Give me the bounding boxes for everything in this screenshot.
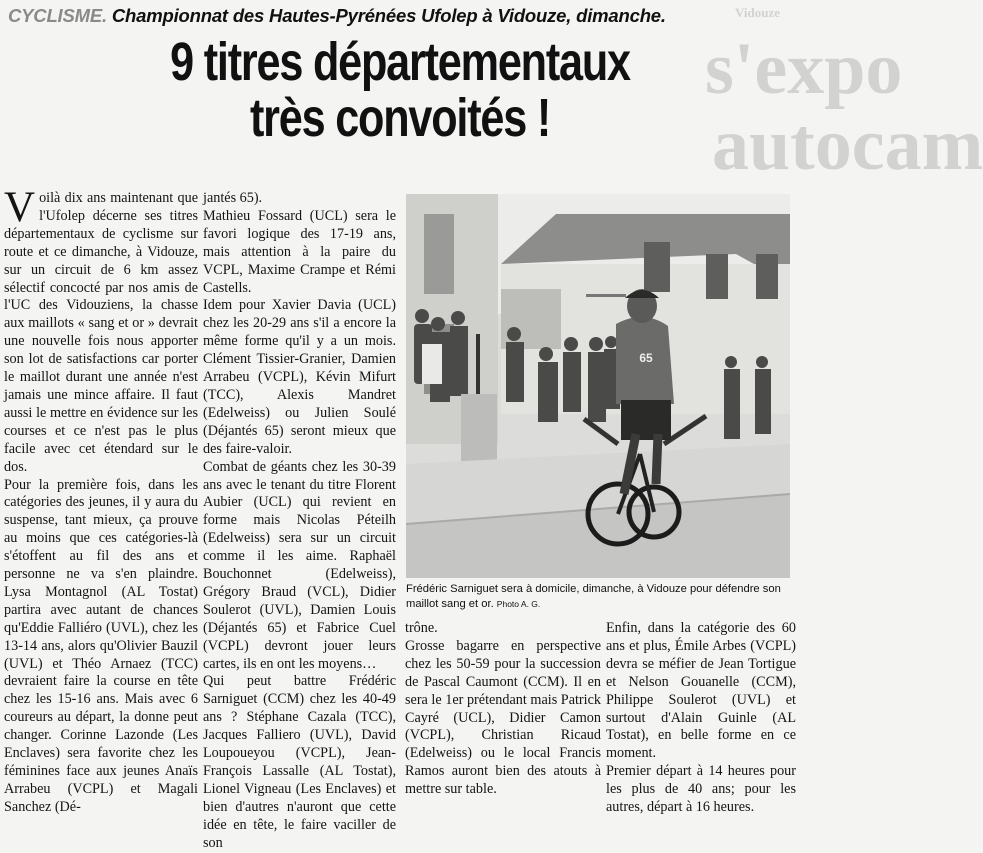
paragraph-continuation: jantés 65). xyxy=(203,190,263,206)
background-fragment-top: Vidouze xyxy=(735,5,781,20)
paragraph-50-59: Grosse bagarre en perspective chez les 50-59 pour la succession de Pascal Caumont (CCM). Il en sera le 1er prétendant mais Patrick Cayré (UCL), Didier Camon (VCPL), Christian Ricaud (Edelweiss) ou le local Francis Ramos auront bien des atouts à mettre sur table. xyxy=(405,637,601,798)
race-photo xyxy=(406,194,790,578)
intro-paragraph xyxy=(4,184,198,477)
photo-credit: Photo A. G. xyxy=(496,598,541,609)
background-fragment-large-2: autocam xyxy=(712,104,983,186)
paragraph-throne: trône. xyxy=(405,620,438,636)
intro-text: oilà dix ans maintenant que l'Ufolep décerne ses titres départementaux de cyclisme sur route et ce dimanche, à Vidouze, sur un circuit de 6 km assez sélectif concocté par nos amis de l'UC des Vidouziens, la chasse aux maillots « sang et or » devrait une nouvelle fois nous apporter son lot de satisfactions car porter le maillot durant une année n'est jamais une mince affaire. Il faut aussi le mettre en évidence sur les courses et ce n'est pas le plus facile avec cet étendard sur le dos. xyxy=(4,190,198,475)
kicker xyxy=(8,5,666,27)
section-label: CYCLISME. xyxy=(8,5,107,26)
paragraph-30-39: Combat de géants chez les 30-39 ans avec le tenant du titre Florent Aubier (UCL) qui revient en forme mais Nicolas Péteilh (Edelweiss) sera sur un circuit comme il les aime. Raphaël Bouchonnet (Edelweiss), Grégory Braud (VCL), Didier Soulerot (UVL), Damien Louis (Déjantés 65) et Fabrice Cuel (VCPL) devront jouer leurs cartes, ils en ont les moyens… xyxy=(203,458,396,672)
paragraph-17-19: Mathieu Fossard (UCL) sera le favori logique des 17-19 ans, mais attention à la paire du VCPL, Maxime Crampe et Rémi Castells. xyxy=(203,207,396,296)
article-column-2 xyxy=(203,190,396,853)
headline-line-1: 9 titres départementaux xyxy=(170,32,630,92)
kicker-subtitle: Championnat des Hautes-Pyrénées Ufolep à Vidouze, dimanche. xyxy=(111,5,666,26)
article-column-1 xyxy=(4,184,198,817)
background-fragment-large: s'expo xyxy=(705,28,903,110)
headline-line-2: très convoités ! xyxy=(249,88,551,148)
drop-cap: V xyxy=(4,184,36,231)
photo-caption xyxy=(406,582,796,611)
article-column-4 xyxy=(606,620,796,817)
jersey-number: 65 xyxy=(639,351,653,365)
paragraph-40-49: Qui peut battre Frédéric Sarniguet (CCM) chez les 40-49 ans ? Stéphane Cazala (TCC), Jacques Falliero (UVL), David Loupoueyou (VCPL), Jean-François Lassalle (AL Tostat), Lionel Vigneau (Les Enclaves) et bien d'autres n'auront que cette idée en tête, le faire vaciller de son xyxy=(203,673,396,851)
paragraph-start-times: Premier départ à 14 heures pour les plus de 40 ans; pour les autres, départ à 16 heures. xyxy=(606,763,796,816)
caption-text: Frédéric Sarniguet sera à domicile, dimanche, à Vidouze pour défendre son maillot sang et or. xyxy=(406,583,781,610)
paragraph-60-plus: Enfin, dans la catégorie des 60 ans et plus, Émile Arbes (VCPL) devra se méfier de Jean Tortigue et Nelson Gouanelle (CCM), Philippe Soulerot (UVL) et surtout d'Alain Guinle (AL Tostat), en belle forme en ce moment. xyxy=(606,620,796,762)
paragraph-young-categories: Pour la première fois, dans les catégories des jeunes, il y aura du suspense, tant mieux, ça prouve au moins que ces catégories-là s'étoffent au fil des ans et personne ne va s'en plaindre. Lysa Montagnol (AL Tostat) partira avec autant de chances qu'Eddie Falliéro (UVL), chez les 13-14 ans, alors qu'Olivier Bauzil (UVL) et Théo Arnaez (TCC) devraient faire la course en tête chez les 15-16 ans. Mais avec 6 coureurs au départ, la donne peut changer. Corinne Lazonde (Les Enclaves) sera favorite chez les féminines face aux jeunes Anaïs Arrabeu (VCPL) et Magali Sanchez (Dé- xyxy=(4,476,198,815)
paragraph-20-29: Idem pour Xavier Davia (UCL) chez les 20-29 ans s'il a encore la même forme qu'il y a un mois. Clément Tissier-Granier, Damien Arrabeu (VCPL), Kévin Mifurt (TCC), Alexis Mandret (Edelweiss) ou Julien Soulé (Déjantés 65) seront mieux que des faire-valoir. xyxy=(203,297,396,457)
article-column-3 xyxy=(405,620,601,799)
